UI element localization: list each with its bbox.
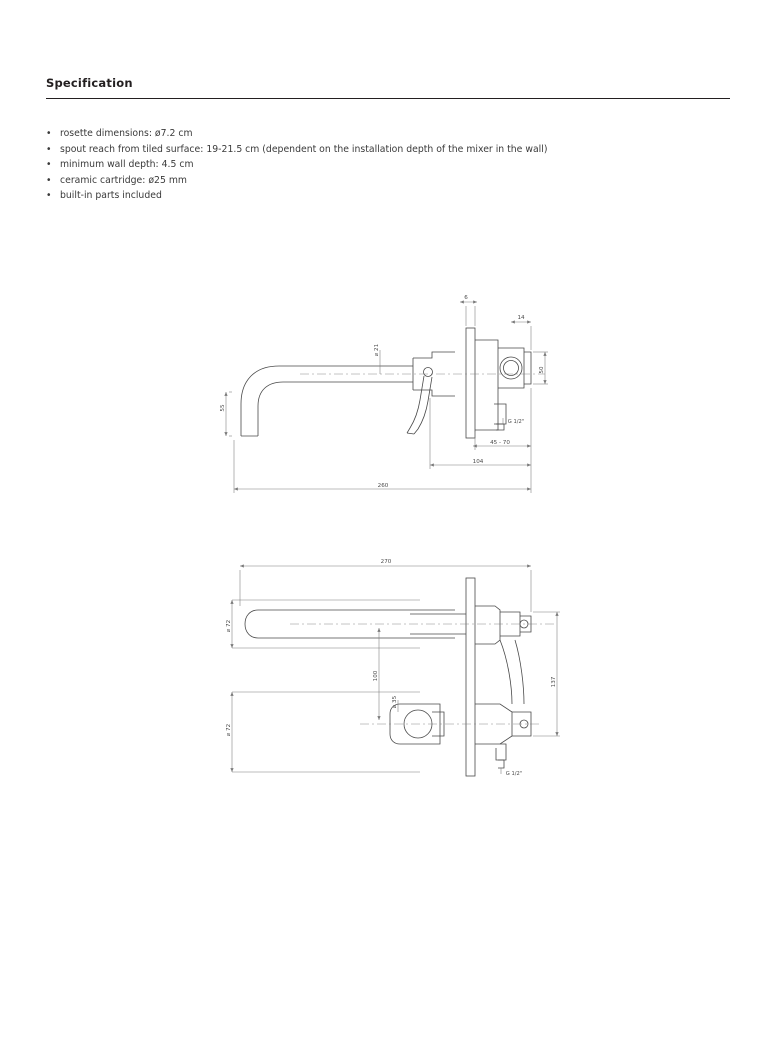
plan-view-drawing	[245, 578, 531, 776]
dim-label-d72-bottom: ⌀ 72	[226, 723, 232, 737]
dim-label-137: 137	[551, 676, 557, 688]
dim-label-104: 104	[472, 459, 484, 465]
bullet-icon: •	[46, 174, 52, 186]
list-item	[46, 126, 736, 142]
bullet-icon: •	[46, 128, 52, 139]
page-title: Specification	[46, 76, 133, 90]
dim-label-14: 14	[517, 315, 525, 321]
dim-label-100: 100	[373, 670, 379, 682]
dim-label-260: 260	[377, 483, 389, 489]
dim-label-d72-top: ⌀ 72	[226, 619, 232, 633]
dim-label-d21: ⌀ 21	[374, 343, 380, 357]
plan-view-labels	[226, 559, 557, 777]
list-item	[46, 142, 736, 158]
side-elevation-dimensions	[226, 302, 548, 493]
side-elevation-labels	[220, 295, 545, 489]
list-item	[46, 157, 736, 173]
bullet-icon: •	[46, 190, 52, 202]
list-item	[46, 173, 736, 189]
list-item-label: minimum wall depth: 4.5 cm	[60, 159, 194, 171]
dim-label-g12-plan: G 1/2"	[505, 771, 523, 777]
title-divider	[46, 98, 730, 99]
list-item-label: spout reach from tiled surface: 19-21.5 cm (dependent on the installation depth of the mixer in the wall)	[60, 143, 548, 155]
dim-label-55: 55	[220, 404, 226, 412]
dim-label-270: 270	[380, 559, 392, 565]
plan-view-dimensions	[232, 566, 560, 774]
bullet-icon: •	[46, 159, 52, 171]
bullet-icon: •	[46, 143, 52, 155]
list-item	[46, 188, 736, 204]
list-item-label: rosette dimensions: ø7.2 cm	[60, 128, 193, 139]
dim-label-6: 6	[464, 295, 468, 301]
list-item-label: ceramic cartridge: ø25 mm	[60, 174, 187, 186]
dim-label-45-70: 45 - 70	[490, 440, 510, 446]
side-elevation-drawing	[241, 328, 531, 438]
dim-label-g12: G 1/2"	[507, 419, 525, 425]
dim-label-d35: ⌀ 35	[392, 695, 398, 709]
list-item-label: built-in parts included	[60, 190, 162, 202]
specification-list	[46, 126, 736, 204]
dim-label-50: 50	[539, 366, 545, 374]
